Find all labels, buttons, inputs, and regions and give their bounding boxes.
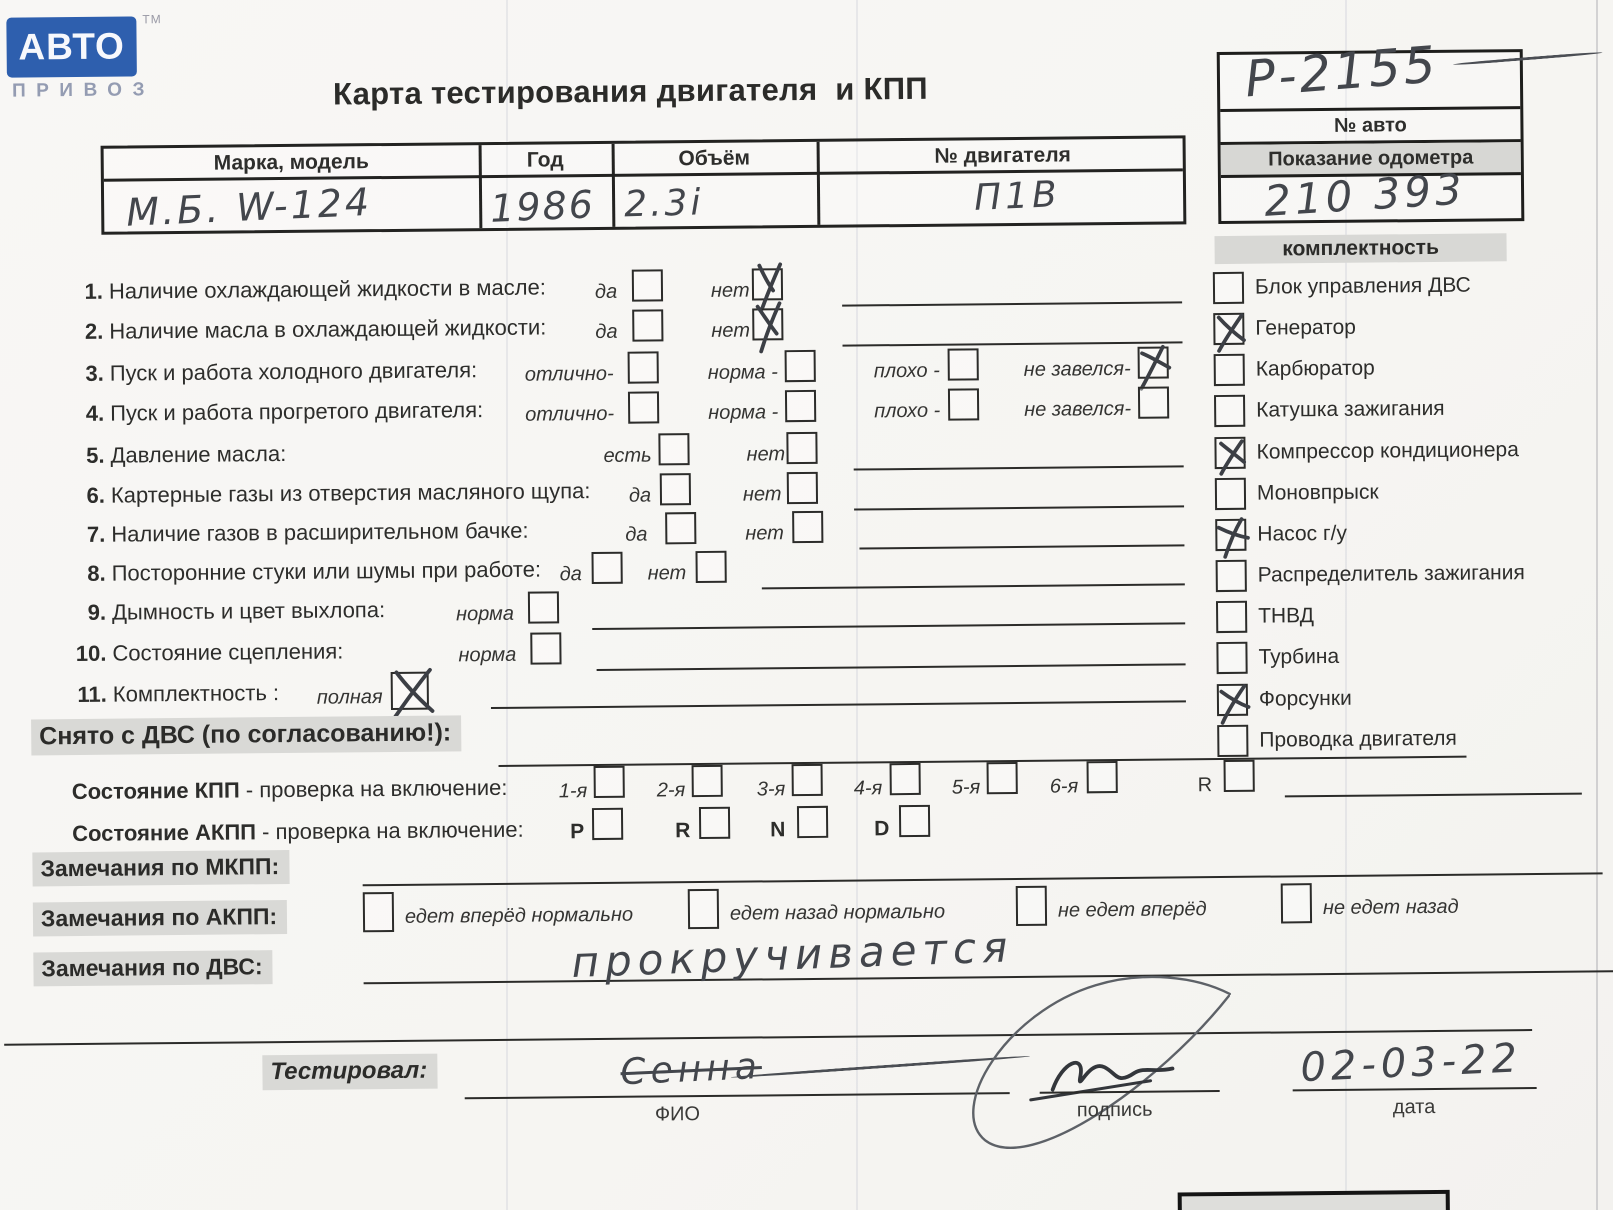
handwritten-tester-name: Сенна (619, 1046, 763, 1094)
gear-label: R (1197, 774, 1213, 797)
checkbox (591, 552, 622, 584)
checkbox (797, 806, 828, 838)
checkbox (1213, 313, 1244, 345)
row-number: 3. (85, 360, 104, 386)
row-number: 2. (84, 318, 104, 344)
gear-label: 1-я (558, 780, 588, 803)
remarks-akpp-label: Замечания по АКПП: (33, 900, 287, 936)
row-label: Наличие газов в расширительном бачке: (111, 517, 529, 547)
check-mark-icon (1211, 431, 1253, 479)
checkbox (948, 388, 979, 420)
row-number: 7. (86, 521, 106, 547)
checkbox (391, 672, 429, 710)
remarks-mkpp-label: Замечания по МКПП: (32, 850, 289, 886)
checkbox (628, 351, 659, 383)
write-line (843, 341, 1183, 346)
check-mark-icon (1134, 340, 1176, 388)
akpp-option-label: не едет вперёд (1057, 898, 1207, 922)
checkbox (1087, 761, 1118, 793)
checkbox (786, 432, 817, 464)
option-label: плохо - (873, 359, 940, 383)
option-label: есть (603, 444, 652, 467)
checkbox (1214, 395, 1245, 427)
checkbox (1215, 519, 1246, 551)
checkbox (1214, 354, 1245, 386)
checkbox (792, 764, 823, 796)
option-label: отлично- (524, 362, 614, 386)
checkbox (594, 766, 625, 798)
handwritten-volume: 2.3i (623, 182, 704, 226)
checkbox (785, 350, 816, 382)
checkbox (632, 309, 663, 341)
checkbox (1217, 725, 1248, 757)
option-label: норма (458, 643, 517, 667)
option-label: не завелся- (1023, 357, 1131, 381)
equipment-label: Турбина (1258, 644, 1340, 669)
logo-box (6, 16, 137, 77)
equipment-label: Распределитель зажигания (1257, 561, 1525, 587)
logo-brand-text: АВТО (18, 25, 126, 68)
checkbox (688, 889, 719, 929)
option-label: полная (316, 686, 383, 709)
option-label: нет (746, 443, 786, 466)
equipment-label: Моновпрыск (1256, 480, 1379, 505)
check-mark-icon (1214, 678, 1256, 726)
equipment-label: Блок управления ДВС (1254, 273, 1471, 299)
equipment-title: комплектность (1214, 233, 1506, 264)
equipment-label: Карбюратор (1255, 356, 1375, 381)
checkbox (363, 892, 394, 932)
at-position-label: P (570, 820, 585, 844)
option-label: да (625, 523, 648, 546)
checkbox (1224, 760, 1255, 792)
checkbox (752, 268, 783, 300)
checkbox (1138, 387, 1169, 419)
handwritten-date: 02-03-22 (1299, 1035, 1523, 1092)
col-header-engine-no: № двигателя (934, 143, 1071, 168)
row-label: Наличие охлаждающей жидкости в масле: (108, 274, 547, 304)
option-label: нет (745, 522, 784, 545)
name-caption: ФИО (654, 1103, 701, 1126)
handwritten-engine-no: П1В (973, 174, 1062, 219)
checkbox (699, 807, 730, 839)
handwritten-make: М.Б. W-124 (125, 179, 373, 235)
check-mark-icon (1210, 307, 1252, 355)
row-number: 5. (86, 442, 105, 468)
row-label: Давление масла: (110, 440, 287, 468)
write-line (1285, 793, 1582, 798)
check-mark-icon (749, 302, 791, 350)
row-label: Комплектность : (112, 680, 280, 707)
checkbox (785, 390, 816, 422)
vehicle-table (101, 135, 1187, 234)
write-line (363, 872, 1603, 886)
gearbox-label-bold: Состояние КПП (71, 777, 240, 805)
write-line (854, 505, 1184, 510)
car-number-label: № авто (1220, 109, 1520, 145)
checkbox (1214, 437, 1245, 469)
row-label: Состояние сцепления: (112, 638, 344, 666)
checkbox (658, 433, 689, 465)
option-label: норма - (708, 401, 779, 424)
stamp-box (1178, 1190, 1450, 1210)
write-line (859, 544, 1184, 549)
gear-label: 3-я (756, 778, 786, 801)
checkbox (1016, 886, 1047, 926)
option-label: да (559, 563, 582, 586)
form-title: Карта тестирования двигателя и КПП (332, 70, 929, 112)
handwritten-car-number: Р-2155 (1242, 35, 1441, 109)
row-number: 8. (87, 560, 106, 586)
checkbox (1216, 601, 1247, 633)
checkbox (660, 473, 691, 505)
write-line (842, 301, 1182, 306)
trademark-symbol: ТМ (142, 12, 162, 27)
remarks-dvs-label: Замечания по ДВС: (33, 950, 272, 986)
at-position-label: R (675, 819, 691, 843)
akpp-option-label: едет назад нормально (729, 900, 946, 925)
at-position-label: N (770, 818, 786, 842)
gear-label: 4-я (853, 777, 883, 800)
equipment-label: Насос г/у (1257, 521, 1348, 546)
checkbox (695, 551, 726, 583)
date-caption: дата (1392, 1095, 1436, 1119)
option-label: нет (711, 319, 751, 342)
gear-label: 2-я (656, 779, 686, 802)
option-label: да (595, 320, 618, 344)
checkbox (530, 632, 561, 664)
logo (6, 12, 162, 102)
checkbox (787, 472, 818, 504)
write-line (597, 663, 1186, 671)
option-label: да (594, 280, 618, 304)
write-line (499, 756, 1467, 767)
write-line (592, 622, 1185, 630)
handwritten-year: 1986 (489, 182, 596, 231)
checkbox (1213, 272, 1244, 304)
checkbox (987, 762, 1018, 794)
akpp-option-label: едет вперёд нормально (404, 903, 634, 928)
auto-gearbox-label-rest: - проверка на включение: (255, 816, 524, 845)
write-line (491, 700, 1186, 709)
checkbox (592, 808, 623, 840)
equipment-label: Проводка двигателя (1259, 726, 1457, 752)
handwritten-odometer: 210 393 (1262, 164, 1468, 226)
checkbox (632, 269, 663, 301)
equipment-label: Генератор (1255, 315, 1357, 340)
checkbox (1217, 684, 1248, 716)
write-line (4, 1029, 1532, 1046)
akpp-option-label: не едет назад (1322, 895, 1459, 920)
row-label: Картерные газы из отверстия масляного щупа: (110, 478, 591, 508)
option-label: норма - (707, 361, 778, 384)
checkbox (948, 348, 979, 380)
checkbox (792, 511, 823, 543)
tested-by-label: Тестировал: (262, 1054, 437, 1091)
logo-subtitle: ПРИВОЗ (11, 79, 156, 102)
checkbox (692, 765, 723, 797)
checkbox (1138, 347, 1169, 379)
col-header-year: Год (526, 148, 564, 172)
signature (934, 968, 1246, 1171)
gearbox-label-rest: - проверка на включение: (239, 774, 508, 803)
option-label: да (628, 484, 652, 507)
option-label: норма (455, 602, 515, 626)
row-label: Пуск и работа прогретого двигателя: (110, 397, 484, 426)
checkbox (1215, 478, 1246, 510)
checkbox (665, 512, 696, 544)
checkbox (628, 391, 659, 423)
option-label: нет (647, 562, 687, 585)
check-mark-icon (1212, 513, 1254, 561)
checkbox (899, 805, 930, 837)
option-label: не завелся- (1024, 397, 1132, 421)
equipment-label: ТНВД (1258, 604, 1315, 628)
checkbox (1281, 883, 1312, 923)
checkbox (752, 308, 783, 340)
checkbox (1216, 560, 1247, 592)
row-number: 11. (77, 681, 107, 708)
auto-gearbox-label-bold: Состояние АКПП (72, 819, 257, 847)
removed-from-engine-label: Снято с ДВС (по согласованию!): (31, 715, 461, 755)
col-header-make: Марка, модель (213, 150, 369, 175)
write-line (854, 465, 1184, 470)
checkbox (1216, 642, 1247, 674)
option-label: плохо - (874, 399, 941, 423)
handwritten-dvs-remark: прокручивается (570, 922, 1015, 988)
checkbox (528, 591, 559, 623)
row-number: 9. (87, 599, 107, 625)
row-label: Дымность и цвет выхлопа: (111, 597, 386, 625)
checkbox (890, 763, 921, 795)
row-number: 1. (84, 278, 104, 304)
gear-label: 6-я (1049, 775, 1079, 798)
equipment-label: Форсунки (1258, 686, 1352, 711)
option-label: отлично- (525, 402, 615, 426)
equipment-label: Компрессор кондиционера (1256, 438, 1519, 464)
row-label: Наличие масла в охлаждающей жидкости: (109, 314, 547, 344)
gear-label: 5-я (951, 776, 981, 799)
check-mark-icon (388, 666, 439, 720)
row-label: Посторонние стуки или шумы при работе: (111, 556, 542, 586)
signature-name-line (465, 1092, 1010, 1099)
row-number: 6. (86, 482, 106, 508)
row-label: Пуск и работа холодного двигателя: (109, 357, 478, 386)
at-position-label: D (874, 817, 890, 841)
equipment-label: Катушка зажигания (1256, 396, 1445, 422)
col-header-volume: Объём (678, 146, 751, 171)
write-line (762, 583, 1185, 589)
option-label: нет (710, 279, 750, 302)
row-number: 4. (85, 400, 105, 426)
row-number: 10. (75, 640, 107, 667)
odometer-label: Показание одометра (1221, 142, 1521, 178)
signature-caption: подпись (1076, 1098, 1153, 1122)
option-label: нет (742, 483, 782, 506)
